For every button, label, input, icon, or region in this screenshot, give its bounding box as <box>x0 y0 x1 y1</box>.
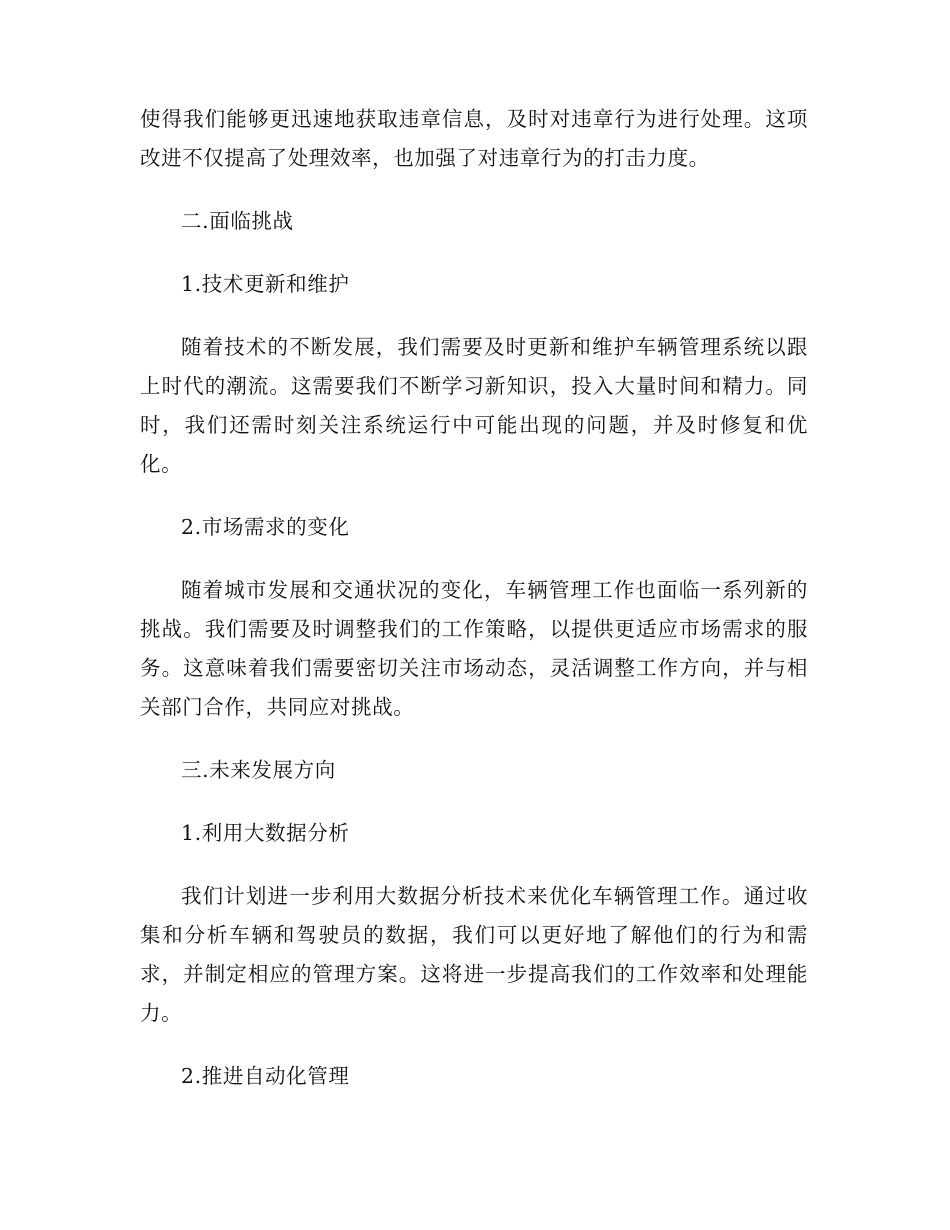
paragraph-tech-update: 随着技术的不断发展，我们需要及时更新和维护车辆管理系统以跟上时代的潮流。这需要我们不断学习新知识，投入大量时间和精力。同时，我们还需时刻关注系统运行中可能出现的问题，并及时修复和优化。 <box>140 335 808 476</box>
spacer <box>140 241 808 265</box>
spacer <box>140 484 808 508</box>
spacer <box>140 790 808 814</box>
spacer <box>140 1033 808 1057</box>
subheading-big-data: 1.利用大数据分析 <box>181 821 350 845</box>
paragraph-continued: 使得我们能够更迅速地获取违章信息，及时对违章行为进行处理。这项改进不仅提高了处理效率，也加强了对违章行为的打击力度。 <box>140 107 808 170</box>
paragraph-market-demand: 随着城市发展和交通状况的变化，车辆管理工作也面临一系列新的挑战。我们需要及时调整我们的工作策略，以提供更适应市场需求的服务。这意味着我们需要密切关注市场动态，灵活调整工作方向，并与相关部门合作，共同应对挑战。 <box>140 578 808 719</box>
spacer <box>140 853 808 877</box>
document-body <box>140 100 808 1096</box>
spacer <box>140 304 808 328</box>
section-heading-future: 三.未来发展方向 <box>181 758 336 782</box>
subheading-automation: 2.推进自动化管理 <box>181 1064 350 1088</box>
spacer <box>140 547 808 571</box>
spacer <box>140 727 808 751</box>
subheading-tech-update: 1.技术更新和维护 <box>181 272 350 296</box>
paragraph-big-data: 我们计划进一步利用大数据分析技术来优化车辆管理工作。通过收集和分析车辆和驾驶员的数据，我们可以更好地了解他们的行为和需求，并制定相应的管理方案。这将进一步提高我们的工作效率和处理能力。 <box>140 884 808 1025</box>
spacer <box>140 178 808 202</box>
subheading-market-demand: 2.市场需求的变化 <box>181 515 350 539</box>
section-heading-challenges: 二.面临挑战 <box>181 209 294 233</box>
